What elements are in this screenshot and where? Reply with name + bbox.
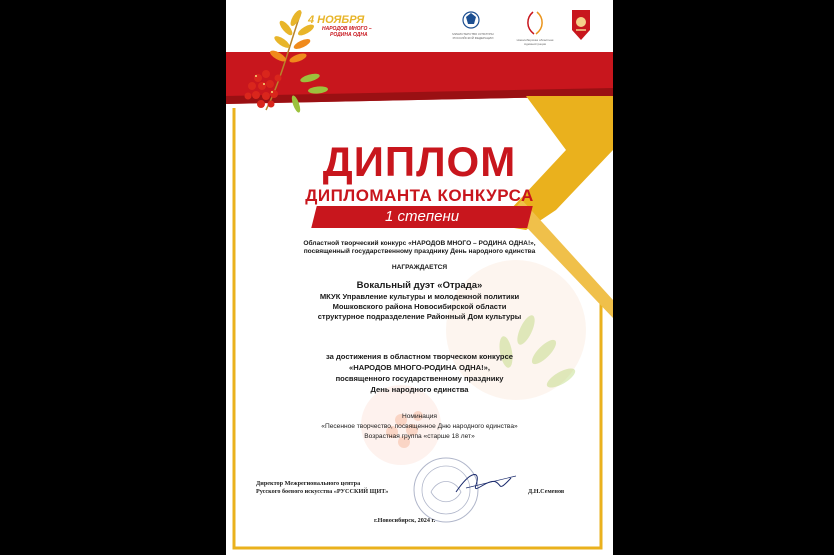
achievement-line-1: за достижения в областном творческом конкурсе	[325, 352, 514, 361]
diploma-title: ДИПЛОМ	[322, 138, 517, 185]
stamp-icon	[414, 458, 478, 522]
recipient-line-3: Мошковского района Новосибирской области	[332, 302, 507, 311]
achievement-line-4: День народного единства	[370, 385, 469, 394]
date-badge	[308, 14, 372, 38]
place-date: г.Новосибирск, 2024 г.	[374, 517, 436, 524]
recipient-line-4: структурное подразделение Районный Дом культуры	[317, 312, 522, 321]
diploma-page	[226, 0, 613, 555]
nomination-line-2: Возрастная группа «старше 18 лет»	[364, 433, 475, 440]
region-logo-icon	[528, 12, 542, 34]
diploma-subtitle: ДИПЛОМАНТА КОНКУРСА	[305, 186, 534, 205]
signer-name: Д.Н.Семенов	[528, 488, 565, 495]
achievement-line-3: посвященного государственному празднику	[335, 374, 504, 383]
achievement-line-2: «НАРОДОВ МНОГО-РОДИНА ОДНА!»,	[349, 363, 490, 372]
nomination-line-1: «Песенное творчество, посвященное Дню народного единства»	[321, 423, 518, 430]
diploma-background	[226, 0, 613, 555]
contest-line-2: посвященный государственному празднику День народного единства	[303, 248, 536, 255]
recipient-line-2: МКУК Управление культуры и молодежной политики	[319, 292, 520, 301]
signer-title-1: Директор Межрегионального центра	[256, 480, 361, 487]
ministry-emblem-icon	[463, 12, 479, 28]
region-logo-caption: Новосибирская областная Администрация	[516, 38, 554, 46]
degree-banner	[311, 206, 532, 228]
signer-title-2: Русского боевого искусства «РУССКИЙ ЩИТ»	[256, 488, 389, 495]
date-line-1: 4 НОЯБРЯ	[308, 14, 365, 26]
contest-line-1: Областной творческий конкурс «НАРОДОВ МНОГО – РОДИНА ОДНА!»,	[303, 240, 536, 247]
date-line-3: РОДИНА ОДНА	[330, 32, 368, 38]
awarded-label: НАГРАЖДАЕТСЯ	[391, 264, 448, 271]
date-line-2: НАРОДОВ МНОГО –	[322, 26, 372, 32]
nomination-label: Номинация	[402, 413, 437, 420]
signature-icon	[456, 475, 516, 492]
recipient-name: Вокальный дуэт «Отрада»	[356, 280, 483, 291]
russian-shield-logo-icon	[572, 10, 590, 40]
ministry-logo-caption: МИНИСТЕРСТВО КУЛЬТУРЫ РОССИЙСКОЙ ФЕДЕРАЦИИ	[452, 32, 494, 40]
degree-label: 1 степени	[384, 208, 460, 225]
